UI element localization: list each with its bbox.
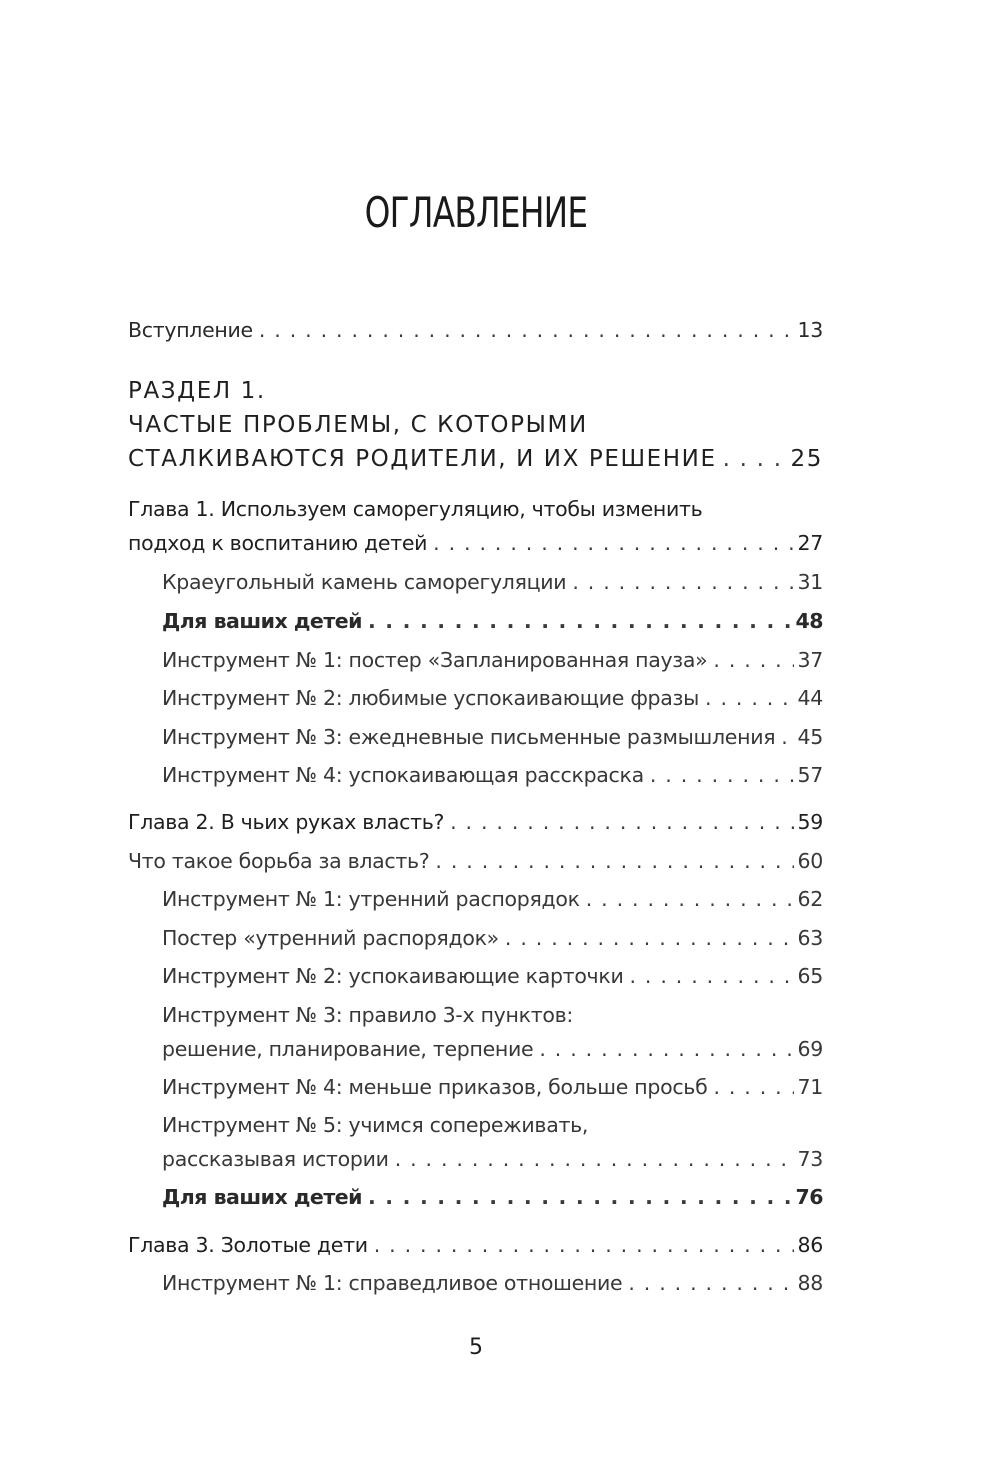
toc-entry-page: 69 — [797, 1037, 823, 1061]
toc-entry-label: Вступление — [128, 318, 253, 342]
toc-entry[interactable] — [128, 849, 823, 873]
toc-entry-label: Инструмент № 4: меньше приказов, больше просьб — [162, 1075, 708, 1099]
dot-leader — [374, 1233, 794, 1257]
toc-entry[interactable] — [162, 725, 823, 749]
toc-entry-page: 31 — [797, 570, 823, 594]
dot-leader — [629, 964, 793, 988]
toc-entry-line: Инструмент № 3: правило 3-х пунктов: — [162, 1003, 573, 1027]
toc-entry[interactable] — [162, 887, 823, 911]
dot-leader — [705, 686, 793, 710]
dot-leader — [395, 1147, 794, 1171]
toc-entry-introduction[interactable] — [128, 318, 823, 342]
toc-entry-label: СТАЛКИВАЮТСЯ РОДИТЕЛИ, И ИХ РЕШЕНИЕ — [128, 446, 717, 472]
toc-entry[interactable] — [162, 763, 823, 787]
dot-leader — [723, 446, 787, 472]
dot-leader — [539, 1037, 793, 1061]
toc-entry[interactable] — [162, 1147, 823, 1171]
toc-entry-for-your-kids[interactable] — [162, 609, 823, 633]
section-heading-line: ЧАСТЫЕ ПРОБЛЕМЫ, С КОТОРЫМИ — [128, 412, 588, 438]
toc-entry-label: Инструмент № 4: успокаивающая расскраска — [162, 763, 644, 787]
toc-entry-page: 48 — [795, 609, 823, 633]
toc-entry-page: 45 — [797, 725, 823, 749]
dot-leader — [713, 648, 793, 672]
toc-entry[interactable] — [162, 1271, 823, 1295]
toc-entry[interactable] — [162, 686, 823, 710]
toc-entry-label: Глава 2. В чьих руках власть? — [128, 810, 445, 834]
toc-entry-chapter-3[interactable] — [128, 1233, 823, 1257]
toc-entry[interactable] — [162, 648, 823, 672]
toc-entry-label: Инструмент № 2: любимые успокаивающие фразы — [162, 686, 700, 710]
toc-entry-page: 76 — [795, 1185, 823, 1209]
toc-entry-page: 25 — [790, 446, 823, 472]
toc-entry-label: Глава 3. Золотые дети — [128, 1233, 368, 1257]
dot-leader — [572, 570, 793, 594]
toc-entry-label: решение, планирование, терпение — [162, 1037, 534, 1061]
dot-leader — [586, 887, 794, 911]
dot-leader — [628, 1271, 793, 1295]
dot-leader — [505, 926, 794, 950]
toc-entry-page: 60 — [797, 849, 823, 873]
toc-entry-label: Постер «утренний распорядок» — [162, 926, 499, 950]
toc-title: ОГЛАВЛЕНИЕ — [364, 188, 588, 237]
toc-entry-page: 62 — [797, 887, 823, 911]
toc-entry-label: Инструмент № 1: утренний распорядок — [162, 887, 580, 911]
toc-entry-page: 44 — [797, 686, 823, 710]
toc-entry-page: 13 — [797, 318, 823, 342]
toc-entry-label: Для ваших детей — [162, 609, 362, 633]
toc-entry-page: 86 — [797, 1233, 823, 1257]
section-heading-line: РАЗДЕЛ 1. — [128, 378, 266, 404]
toc-entry-page: 71 — [797, 1075, 823, 1099]
toc-entry-label: Инструмент № 3: ежедневные письменные размышления — [162, 725, 776, 749]
toc-entry-label: Инструмент № 1: постер «Запланированная пауза» — [162, 648, 708, 672]
toc-entry[interactable] — [162, 1037, 823, 1061]
toc-entry-page: 37 — [797, 648, 823, 672]
toc-entry-page: 59 — [797, 810, 823, 834]
chapter-heading-line: Глава 1. Используем саморегуляцию, чтобы изменить — [128, 497, 703, 521]
toc-entry-label: Краеугольный камень саморегуляции — [162, 570, 567, 594]
dot-leader — [713, 1075, 793, 1099]
toc-entry-line: Инструмент № 5: учимся сопереживать, — [162, 1113, 589, 1137]
toc-entry-for-your-kids[interactable] — [162, 1185, 823, 1209]
dot-leader — [781, 725, 793, 749]
toc-entry[interactable] — [162, 1075, 823, 1099]
toc-entry-label: Для ваших детей — [162, 1185, 362, 1209]
toc-entry-page: 73 — [797, 1147, 823, 1171]
toc-entry-page: 57 — [797, 763, 823, 787]
dot-leader — [450, 810, 793, 834]
toc-entry-label: Инструмент № 1: справедливое отношение — [162, 1271, 623, 1295]
toc-entry[interactable] — [162, 570, 823, 594]
toc-entry-page: 27 — [797, 531, 823, 555]
toc-entry-section-1[interactable] — [128, 446, 823, 472]
toc-entry-chapter-1[interactable] — [128, 531, 823, 555]
toc-entry-label: Что такое борьба за власть? — [128, 849, 430, 873]
page-number: 5 — [469, 1335, 483, 1360]
dot-leader — [435, 849, 793, 873]
dot-leader — [433, 531, 793, 555]
toc-entry-page: 65 — [797, 964, 823, 988]
toc-entry-label: подход к воспитанию детей — [128, 531, 428, 555]
toc-entry-chapter-2[interactable] — [128, 810, 823, 834]
toc-entry-page: 88 — [797, 1271, 823, 1295]
dot-leader — [368, 609, 791, 633]
dot-leader — [259, 318, 794, 342]
toc-entry-label: рассказывая истории — [162, 1147, 389, 1171]
toc-entry[interactable] — [162, 964, 823, 988]
toc-entry[interactable] — [162, 926, 823, 950]
dot-leader — [368, 1185, 791, 1209]
toc-entry-label: Инструмент № 2: успокаивающие карточки — [162, 964, 624, 988]
dot-leader — [650, 763, 794, 787]
toc-entry-page: 63 — [797, 926, 823, 950]
